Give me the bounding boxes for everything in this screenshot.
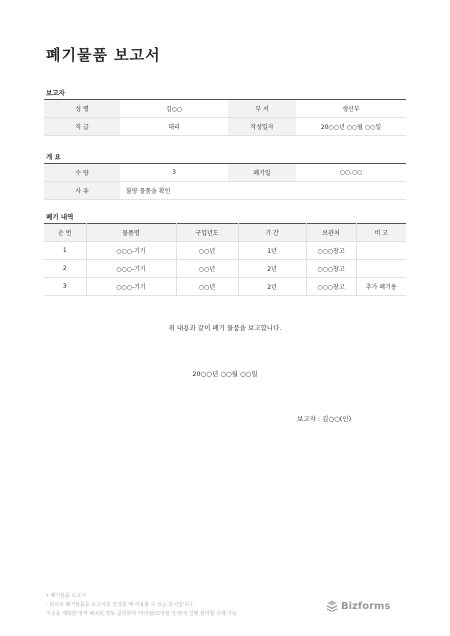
footnote-line: - 회사의 폐기물품을 보고서를 작성할 때 사용할 수 있는 문서입니다. xyxy=(46,602,195,608)
row-item-name: ○○○-기기 xyxy=(86,278,176,296)
row-storage: ○○○창고 xyxy=(306,260,356,278)
overview-section-heading: 개 요 xyxy=(46,153,61,161)
report-statement: 위 내용과 같이 폐기 물품을 보고합니다. xyxy=(168,324,282,332)
created-date-label: 작성일자 xyxy=(228,118,296,136)
page-title: 폐기물품 보고서 xyxy=(46,46,161,64)
footnote-line: • 폐기물품 보고서 xyxy=(46,593,86,599)
logo-text: Bizforms xyxy=(341,600,391,612)
rank-value: 대리 xyxy=(120,118,228,136)
column-header-storage: 보관처 xyxy=(306,224,356,242)
table-row xyxy=(44,278,406,296)
row-storage: ○○○창고 xyxy=(306,242,356,260)
reporter-row xyxy=(44,100,406,118)
name-label: 성 명 xyxy=(44,100,120,118)
column-header-number: 순 번 xyxy=(44,224,86,242)
disposal-date-value: ○○.○○ xyxy=(296,164,406,182)
reporter-section-heading: 보고자 xyxy=(46,89,65,97)
overview-table xyxy=(44,163,406,200)
row-period: 2년 xyxy=(238,260,306,278)
row-purchase-year: ○○년 xyxy=(176,278,238,296)
column-header-period: 기 간 xyxy=(238,224,306,242)
created-date-value: 20○○년 ○○월 ○○일 xyxy=(296,118,406,136)
column-header-remarks: 비 고 xyxy=(356,224,406,242)
row-remarks xyxy=(356,260,406,278)
disposal-date-label: 폐기일 xyxy=(228,164,296,182)
row-number: 1 xyxy=(44,242,86,260)
report-date: 20○○년 ○○월 ○○일 xyxy=(192,370,258,378)
row-period: 1년 xyxy=(238,242,306,260)
disposal-details-table xyxy=(44,223,406,296)
row-purchase-year: ○○년 xyxy=(176,242,238,260)
column-header-purchase-year: 구입년도 xyxy=(176,224,238,242)
row-number: 2 xyxy=(44,260,86,278)
row-number: 3 xyxy=(44,278,86,296)
overview-row xyxy=(44,182,406,200)
table-row xyxy=(44,260,406,278)
bizforms-logo xyxy=(326,600,390,612)
reporter-row xyxy=(44,118,406,136)
row-storage: ○○○창고 xyxy=(306,278,356,296)
quantity-value: 3 xyxy=(120,164,228,182)
details-section-heading: 폐기 내역 xyxy=(46,213,74,221)
row-item-name: ○○○-기기 xyxy=(86,242,176,260)
reporter-table xyxy=(44,99,406,136)
quantity-label: 수 량 xyxy=(44,164,120,182)
department-value: 생산부 xyxy=(296,100,406,118)
footnote-line: 이곳을 제외한 영역 배치된 정보 클릭하여 '머리말/꼬리말 삭제'에 진행 관리할 삭제 가능 xyxy=(46,611,237,617)
rank-label: 직 급 xyxy=(44,118,120,136)
table-header-row xyxy=(44,224,406,242)
row-purchase-year: ○○년 xyxy=(176,260,238,278)
row-period: 2년 xyxy=(238,278,306,296)
reason-label: 사 유 xyxy=(44,182,120,200)
department-label: 부 서 xyxy=(228,100,296,118)
row-remarks xyxy=(356,242,406,260)
footnotes xyxy=(46,592,237,619)
row-remarks: 추가 폐기용 xyxy=(356,278,406,296)
overview-row xyxy=(44,164,406,182)
signer-line: 보고자 : 김○○(인) xyxy=(297,415,352,423)
column-header-item-name: 물품명 xyxy=(86,224,176,242)
bizforms-logo-icon xyxy=(326,600,338,612)
reason-value: 불량 물품을 확인 xyxy=(120,182,406,200)
row-item-name: ○○○-기기 xyxy=(86,260,176,278)
table-row xyxy=(44,242,406,260)
name-value: 김○○ xyxy=(120,100,228,118)
